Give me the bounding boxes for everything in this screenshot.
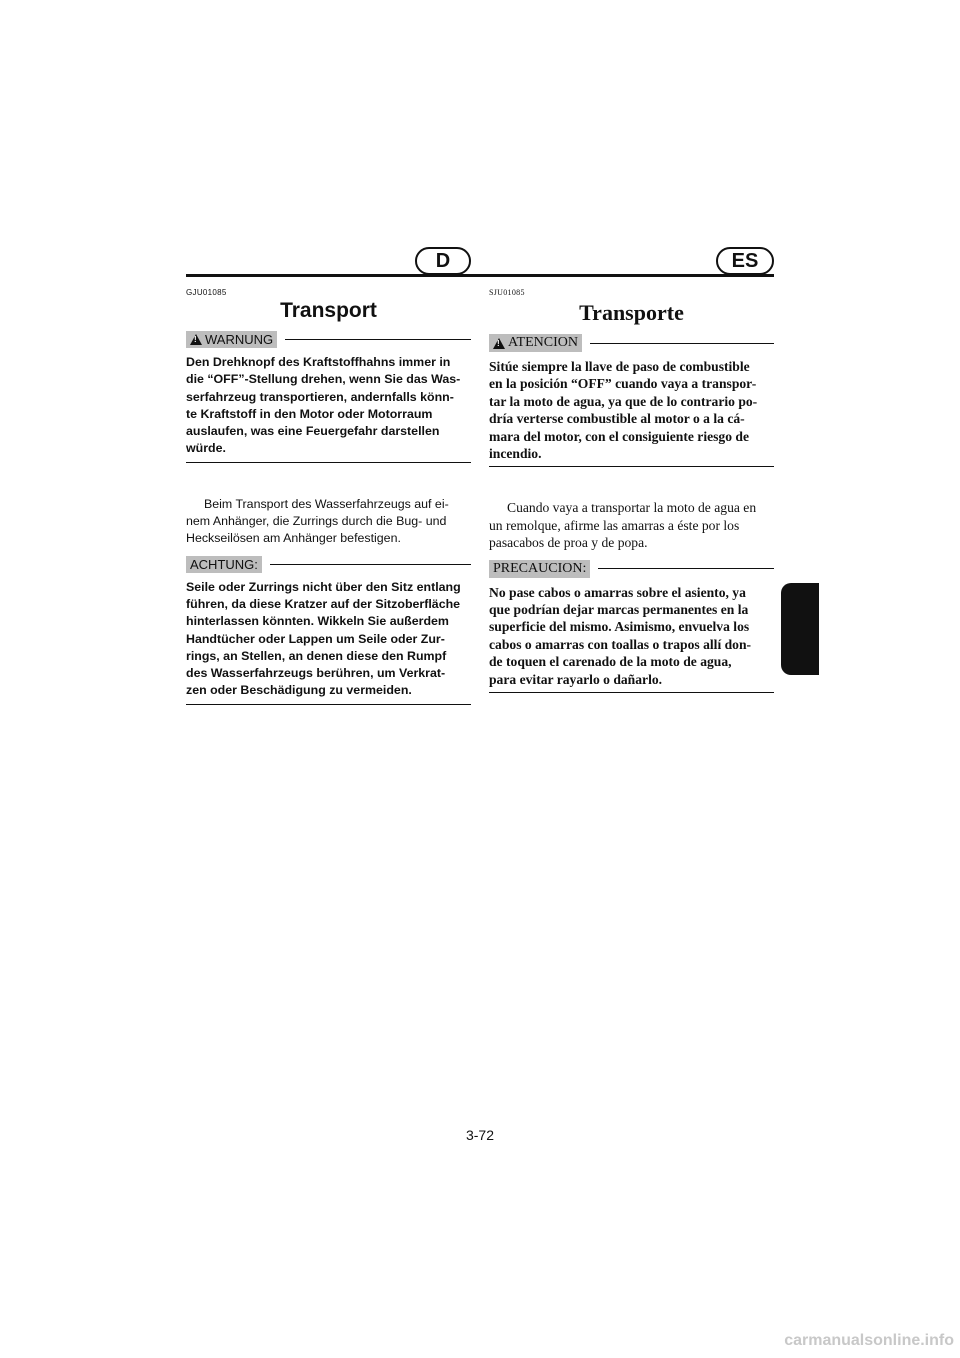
warning-header [489,334,774,352]
warning-text [489,358,774,462]
text-line: para evitar rayarlo o dañarlo. [489,671,663,687]
caution-header [489,560,774,578]
warning-rule [285,339,471,340]
warning-header [186,331,471,348]
german-column [186,288,471,705]
warning-triangle-icon [493,338,505,349]
warning-text [186,354,471,458]
text-line: würde. [186,441,226,456]
warning-rule [590,343,774,344]
text-line: No pase cabos o amarras sobre el asiento, ya [489,584,746,600]
warning-label-text: WARNUNG [205,332,274,347]
warning-label-text: ATENCION [508,335,578,350]
chapter-thumb-tab [781,583,819,675]
caution-text [489,584,774,688]
text-line: en la posición “OFF” cuando vaya a transpor- [489,376,757,392]
text-line: rings, an Stellen, an denen diese den Rumpf [186,648,447,663]
text-line: Sitúe siempre la llave de paso de combustible [489,359,750,374]
text-line: que podrían dejar marcas permanentes en la [489,602,749,618]
text-line: nem Anhänger, die Zurrings durch die Bug- und [186,514,447,529]
text-line: Beim Transport des Wasserfahrzeugs auf ei- [204,496,449,511]
text-line: superficie del mismo. Asimismo, envuelva los [489,619,750,635]
text-line: un remolque, afirme las amarras a éste por los [489,517,740,533]
footer-watermark[interactable]: carmanualsonline.info [784,1332,954,1349]
caution-end-rule [186,704,471,705]
text-line: Den Drehknopf des Kraftstoffhahns immer in [186,355,451,369]
section-title: Transport [280,299,377,322]
caution-header [186,556,471,573]
section-code: SJU01085 [489,288,525,297]
warning-label [489,334,582,352]
text-line: pasacabos de proa y de popa. [489,535,648,551]
language-badge-german: D [415,247,471,275]
text-line: Handtücher oder Lappen um Seile oder Zur- [186,631,445,646]
text-line: mara del motor, con el consiguiente riesgo de [489,428,750,444]
text-line: die “OFF”-Stellung drehen, wenn Sie das Was- [186,372,461,387]
text-line: Cuando vaya a transportar la moto de agua en [507,500,757,516]
warning-label [186,331,277,348]
warning-end-rule [489,466,774,467]
text-line: zen oder Beschädigung zu vermeiden. [186,683,412,698]
text-line: de toquen el carenado de la moto de agua, [489,654,732,670]
text-line: Heckseilösen am Anhänger befestigen. [186,531,401,546]
spanish-column [489,288,774,693]
caution-label: PRECAUCION: [489,560,590,578]
text-line: te Kraftstoff in den Motor oder Motorraum [186,406,433,421]
text-line: führen, da diese Kratzer auf der Sitzoberfläche [186,596,461,611]
text-line: hinterlassen könnten. Wikkeln Sie außerdem [186,614,449,629]
header-rule [186,274,774,277]
body-paragraph [489,499,774,551]
warning-triangle-icon [190,334,202,345]
caution-end-rule [489,692,774,693]
text-line: tar la moto de agua, ya que de lo contrario po- [489,393,758,409]
body-paragraph [186,496,471,548]
caution-text [186,579,471,700]
text-line: incendio. [489,446,542,462]
text-line: cabos o amarras con toallas o trapos allí don- [489,636,752,652]
caution-label: ACHTUNG: [186,556,262,573]
language-badge-spanish: ES [716,247,774,275]
caution-rule [598,568,774,569]
text-line: auslaufen, was eine Feuergefahr darstellen [186,424,440,439]
text-line: dría verterse combustible al motor o a la cá- [489,411,745,427]
text-line: des Wasserfahrzeugs berühren, um Verkrat- [186,666,446,681]
section-code: GJU01085 [186,288,227,297]
caution-rule [270,564,471,565]
section-title: Transporte [579,300,684,325]
page-number: 3-72 [465,1127,495,1143]
text-line: serfahrzeug transportieren, andernfalls könn- [186,389,454,404]
warning-end-rule [186,462,471,463]
text-line: Seile oder Zurrings nicht über den Sitz entlang [186,579,461,594]
